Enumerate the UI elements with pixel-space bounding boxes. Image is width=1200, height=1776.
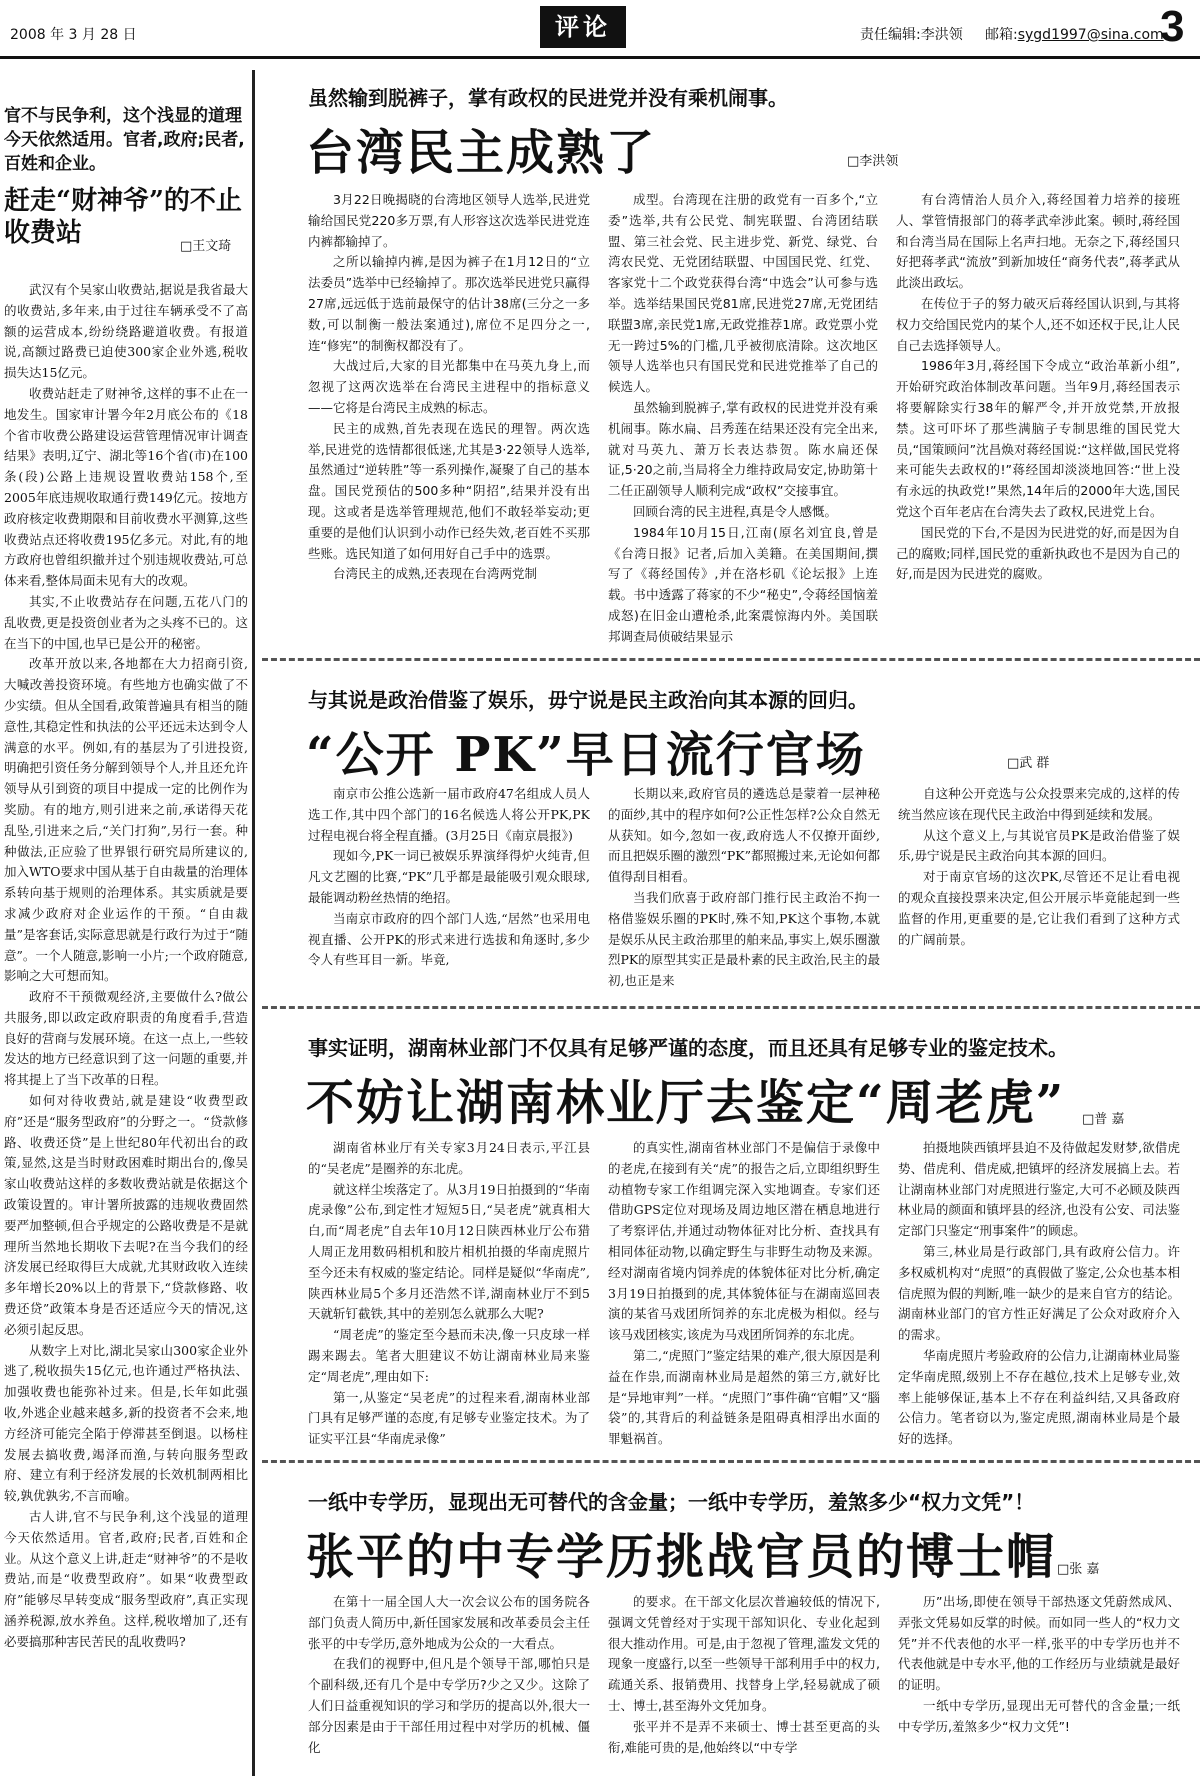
paragraph: 国民党的下台,不是因为民进党的好,而是因为自己的腐败;同样,国民党的重新执政也不是因为自己的好,而是因为民进党的腐败。 xyxy=(896,524,1180,582)
article-author: □王文琦 xyxy=(180,239,232,254)
header-rule xyxy=(0,56,1200,59)
paragraph: 收费站赶走了财神爷,这样的事不止在一地发生。国家审计署今年2月底公布的《18个省市收费公路建设运营管理情况审计调查结果》表明,辽宁、湖北等16个省(市)在100条(段)公路上违规设置收费站158个,至2005年底违规收取通行费149亿元。按地方政府核定收费期限和目前收费水平测算,这些收费站点还将收费195亿多元。对此,有的地方政府也曾组织撤并过个别违规收费站,可总体来看,整体局面未见有大的改观。 xyxy=(4,385,248,589)
article-column-2 xyxy=(608,1592,880,1768)
paragraph: 政府不干预微观经济,主要做什么?做公共服务,即以政定政府职责的角度看手,营造良好的营商与发展环境。在这一点上,一些较发达的地方已经意识到了这一问题的重要,并将其提上了当下改革的日程。 xyxy=(4,989,248,1088)
paragraph: 回顾台湾的民主进程,真是令人感慨。 xyxy=(633,503,837,519)
issue-date: 2008 年 3 月 28 日 xyxy=(10,27,137,43)
article-lead: 事实证明，湖南林业部门不仅具有足够严谨的态度，而且还具有足够专业的鉴定技术。 xyxy=(308,1036,1068,1060)
paragraph: 之所以输掉内裤,是因为裤子在1月12日的“立法委员”选举中已经输掉了。那次选举民进党只赢得27席,远远低于选前最保守的估计38席(三分之一多数,可以制衡一般法案通过),席位不足四分之一,连“修宪”的制衡权都没有了。 xyxy=(308,254,590,353)
article-column-2 xyxy=(608,190,878,648)
article-title: 台湾民主成熟了 xyxy=(306,125,657,181)
section-divider xyxy=(262,658,1200,661)
article-author: □武 群 xyxy=(1007,756,1050,771)
article-author: □普 嘉 xyxy=(1082,1112,1125,1127)
article-taiwan xyxy=(262,62,1200,658)
article-column-1 xyxy=(308,1592,590,1768)
article-column-2 xyxy=(608,784,880,996)
paragraph: 第一,从鉴定“吴老虎”的过程来看,湖南林业部门具有足够严谨的态度,有足够专业鉴定技术。为了证实平江县“华南虎录像” xyxy=(308,1389,590,1447)
paragraph: 在第十一届全国人大一次会议公布的国务院各部门负责人简历中,新任国家发展和改革委员会主任张平的中专学历,意外地成为公众的一大看点。 xyxy=(308,1594,590,1651)
article-tiger xyxy=(262,1012,1200,1458)
page-number: 3 xyxy=(1160,2,1185,51)
article-body xyxy=(4,280,248,1653)
paragraph: 当南京市政府的四个部门人选,“居然”也采用电视直播、公开PK的形式来进行选拔和角逐时,多少令人有些耳目一新。毕竟, xyxy=(308,910,590,968)
paragraph: 在传位于子的努力破灭后蒋经国认识到,与其将权力交给国民党内的某个人,还不如还权于民,让人民自己去选择领导人。 xyxy=(896,295,1180,353)
article-lead: 一纸中专学历，显现出无可替代的含金量；一纸中专学历，羞煞多少“权力文凭”！ xyxy=(308,1490,1035,1514)
article-column-1 xyxy=(308,1138,590,1450)
article-column-3 xyxy=(896,190,1180,648)
paragraph: 就这样尘埃落定了。从3月19日拍摄到的“华南虎录像”公布,到定性才短短5日,“吴老虎”就真相大白,而“周老虎”自去年10月12日陕西林业厅公布猎人周正龙用数码相机和胶片相机拍摄的华南虎照片至今还未有权威的鉴定结论。同样是疑似“华南虎”,陕西林业局5个多月还浩然不详,湖南林业厅不到5天就斩钉截铁,其中的差别怎么就那么大呢? xyxy=(308,1181,590,1322)
paragraph: 其实,不止收费站存在问题,五花八门的乱收费,更是投资创业者为之头疼不已的。这在当下的中国,也早已是公开的秘密。 xyxy=(4,593,248,651)
article-title: 赶走“财神爷”的不止收费站 xyxy=(4,186,242,248)
paragraph: 华南虎照片考验政府的公信力,让湖南林业局鉴定华南虎照,级别上不存在越位,技术上足够专业,效率上能够保证,基本上不存在利益纠结,又具备政府公信力。笔者窃以为,鉴定虎照,湖南林业局是个最好的选择。 xyxy=(898,1347,1180,1447)
editor-credit: 责任编辑:李洪领 xyxy=(860,27,963,43)
section-divider xyxy=(262,1006,1200,1009)
article-column-2 xyxy=(608,1138,880,1450)
paragraph: 虽然输到脱裤子,掌有政权的民进党并没有乘机闹事。陈水扁、吕秀莲在结果还没有完全出来,就对马英九、萧万长表达恭贺。陈水扁还保证,5·20之前,当局将全力维持政局安定,协助第十二任正副领导人顺利完成“政权”交接事宜。 xyxy=(608,399,878,499)
page-header xyxy=(0,0,1200,64)
paragraph: “周老虎”的鉴定至今悬而未决,像一只皮球一样踢来踢去。笔者大胆建议不妨让湖南林业局来鉴定“周老虎”,理由如下: xyxy=(308,1327,590,1384)
paragraph: 在我们的视野中,但凡是个领导干部,哪怕只是个副科级,还有几个是中专学历?少之又少。这除了人们日益重视知识的学习和学历的提高以外,很大一部分因素是由于干部任用过程中对学历的机械、僵化 xyxy=(308,1656,590,1755)
paragraph: 台湾民主的成熟,还表现在台湾两党制 xyxy=(333,566,537,582)
paragraph: 当我们欣喜于政府部门推行民主政治不拘一格借鉴娱乐圈的PK时,殊不知,PK这个事物,本就是娱乐从民主政治那里的舶来品,事实上,娱乐圈激烈PK的原型其实正是最朴素的民主政治,民主的最初,也正是来 xyxy=(608,889,880,989)
paragraph: 拍摄地陕西镇坪县迫不及待做起发财梦,欲借虎势、借虎利、借虎威,把镇坪的经济发展搞上去。若让湖南林业部门对虎照进行鉴定,大可不必顾及陕西林业局的颜面和镇坪县的经济,也没有公安、司法鉴定部门只鉴定“刑事案件”的顾虑。 xyxy=(898,1140,1180,1239)
paragraph: 民主的成熟,首先表现在选民的理智。两次选举,民进党的选情都很低迷,尤其是3·22领导人选举,虽然通过“逆转胜”等一系列操作,凝聚了自己的基本盘。国民党预估的500多种“阴招”,结果并没有出现。这或者是选举管理规范,他们不敢轻举妄动;更重要的是他们认识到小动作已经失效,老百姓不买那些账。选民知道了如何用好自己手中的选票。 xyxy=(308,420,590,561)
paragraph: 一纸中专学历,显现出无可替代的含金量;一纸中专学历,羞煞多少“权力文凭”! xyxy=(898,1697,1180,1734)
paragraph: 1986年3月,蒋经国下令成立“政治革新小组”,开始研究政治体制改革问题。当年9月,蒋经国表示将要解除实行38年的解严令,并开放党禁,开放报禁。这可吓坏了那些满脑子专制思维的国民党大员,“国策顾问”沈昌焕对蒋经国说:“这样做,国民党将来可能失去政权的!”蒋经国却淡淡地回答:“世上没有永远的执政党!”果然,14年后的2000年大选,国民党这个百年老店在台湾失去了政权,民进党上台。 xyxy=(896,358,1180,519)
article-column-3 xyxy=(898,1138,1180,1450)
left-column-article xyxy=(0,70,255,1776)
editor-email: 邮箱:sygd1997@sina.com xyxy=(985,27,1164,43)
paragraph: 对于南京官场的这次PK,尽管还不足让看电视的观众直接投票来决定,但公开展示毕竟能起到一些监督的作用,更重要的是,它让我们看到了这种方式的广阔前景。 xyxy=(898,869,1180,947)
section-label: 评论 xyxy=(540,6,626,48)
paragraph: 历”出场,即使在领导干部热逐文凭蔚然成风、弄张文凭易如反掌的时候。而如同一些人的“权力文凭”并不代表他的水平一样,张平的中专学历也并不代表他就是中专水平,他的工作经历与业绩就是最好的证明。 xyxy=(898,1594,1180,1693)
article-lead: 与其说是政治借鉴了娱乐，毋宁说是民主政治向其本源的回归。 xyxy=(308,688,868,712)
article-title: “公开 PK”早日流行官场 xyxy=(306,727,866,783)
article-author: □李洪领 xyxy=(847,154,899,169)
article-column-1 xyxy=(308,190,590,648)
paragraph: 第二,“虎照门”鉴定结果的难产,很大原因是利益在作祟,而湖南林业局是超然的第三方,就好比是“异地审判”一样。“虎照门”事件确“官帽”又“腦袋”的,其背后的利益链条是阻碍真相浮出水面的罪魁祸首。 xyxy=(608,1347,880,1447)
paragraph: 的真实性,湖南省林业部门不是偏信于录像中的老虎,在接到有关“虎”的报告之后,立即组织野生动植物专家工作组调完深入实地调查。专家们还借助GPS定位对现场及周边地区潜在栖息地进行了考察评估,并通过动物体征对比分析、查找具有相同体征动物,以确定野生与非野生动物及来源。经对湖南省境内饲养虎的体貌体征对比分析,确定3月19日拍摄到的虎,其体貌体征与在湖南巡回表演的某省马戏团所饲养的东北虎极为相似。经与该马戏团核实,该虎为马戏团所饲养的东北虎。 xyxy=(608,1140,880,1343)
article-column-3 xyxy=(898,1592,1180,1768)
paragraph: 大战过后,大家的目光都集中在马英九身上,而忽视了这两次选举在台湾民主进程中的指标意义——它将是台湾民主成熟的标志。 xyxy=(308,358,590,415)
paragraph: 古人讲,官不与民争利,这个浅显的道理今天依然适用。官者,政府;民者,百姓和企业。从这个意义上讲,赶走“财神爷”的不是收费站,而是“收费型政府”。如果“收费型政府”能够尽早转变成“服务型政府”,真正实现涵养税源,放水养鱼。这样,税收增加了,还有必要搞那种害民苦民的乱收费吗? xyxy=(4,1509,248,1649)
paragraph: 现如今,PK一词已被娱乐界演绎得炉火纯青,但凡文艺圈的比赛,“PK”几乎都是最能吸引观众眼球,最能调动粉丝热情的绝招。 xyxy=(308,848,590,905)
paragraph: 长期以来,政府官员的遴选总是蒙着一层神秘的面纱,其中的程序如何?公正性怎样?公众自然无从获知。如今,忽如一夜,政府选人不仅撩开面纱,而且把娱乐圈的激烈“PK”都照搬过来,无论如何都值得刮目相看。 xyxy=(608,786,880,885)
paragraph: 自这种公开竞选与公众投票来完成的,这样的传统当然应该在现代民主政治中得到延续和发展。 xyxy=(898,786,1180,822)
paragraph: 1984年10月15日,江南(原名刘宜良,曾是《台湾日报》记者,后加入美籍。在美国期间,撰写了《蒋经国传》,并在洛杉矶《论坛报》上连载。书中透露了蒋家的不少“秘史”,令蒋经国恼羞成怒)在旧金山遭枪杀,此案震惊海内外。美国联邦调查局侦破结果显示 xyxy=(608,524,878,644)
paragraph: 的要求。在干部文化层次普遍较低的情况下,强调文凭曾经对于实现干部知识化、专业化起到很大推动作用。可是,由于忽视了管理,滥发文凭的现象一度盛行,以至一些领导干部利用手中的权力,疏通关系、报销费用、找替身上学,轻易就成了硕士、博士,甚至海外文凭加身。 xyxy=(608,1594,880,1713)
section-divider xyxy=(262,1460,1200,1463)
paragraph: 南京市公推公选新一届市政府47名组成人员人选工作,其中四个部门的16名候选人将公开PK,PK过程电视台将全程直播。(3月25日《南京晨报》) xyxy=(308,786,590,843)
article-title: 不妨让湖南林业厅去鉴定“周老虎” xyxy=(306,1075,1066,1131)
paragraph: 如何对待收费站,就是建设“收费型政府”还是“服务型政府”的分野之一。“贷款修路、收费还贷”是上世纪80年代初出台的政策,显然,这是当时财政困难时期出台的,像吴家山收费站这样的多数收费站就是依据这个政策设置的。审计署所披露的违规收费固然要严加整顿,但合乎规定的公路收费是不是就理所当然地长期收下去呢?在当今我们的经济发展已经取得巨大成就,尤其财政收入连续多年增长20%以上的背景下,“贷款修路、收费还贷”政策本身是否还适应今天的情况,这必须引起反思。 xyxy=(4,1093,248,1337)
email-address[interactable]: sygd1997@sina.com xyxy=(1017,27,1164,43)
article-lead: 虽然输到脱裤子，掌有政权的民进党并没有乘机闹事。 xyxy=(308,86,788,110)
article-column-3 xyxy=(898,784,1180,996)
article-title: 张平的中专学历挑战官员的博士帽 xyxy=(306,1529,1057,1585)
paragraph: 武汉有个吴家山收费站,据说是我省最大的收费站,多年来,由于过往车辆承受不了高额的运营成本,纷纷绕路避道收费。有报道说,高额过路费已迫使300家企业外逃,税收损失达15亿元。 xyxy=(4,282,248,381)
article-lead: 官不与民争利，这个浅显的道理今天依然适用。官者,政府;民者,百姓和企业。 xyxy=(4,106,245,174)
paragraph: 湖南省林业厅有关专家3月24日表示,平江县的“吴老虎”是圈养的东北虎。 xyxy=(308,1140,590,1176)
article-pk xyxy=(262,664,1200,1004)
paragraph: 成型。台湾现在注册的政党有一百多个,“立委”选举,共有公民党、制宪联盟、台湾团结联盟、第三社会党、民主进步党、新党、绿党、台湾农民党、无党团结联盟、中国国民党、红党、客家党十二个政党获得台湾“中选会”认可参与选举。选举结果国民党81席,民进党27席,无党团结联盟3席,亲民党1席,无政党推荐1席。政党票小党无一跨过5%的门槛,几乎被彻底清除。这次地区领导人选举也只有国民党和民进党推举了自己的候选人。 xyxy=(608,192,878,395)
article-diploma xyxy=(262,1466,1200,1772)
article-column-1 xyxy=(308,784,590,996)
paragraph: 有台湾情治人员介入,蒋经国着力培养的接班人、掌管情报部门的蒋孝武牵涉此案。顿时,蒋经国和台湾当局在国际上名声扫地。无奈之下,蒋经国只好把蒋孝武“流放”到新加坡任“商务代表”,蒋孝武从此淡出政坛。 xyxy=(896,192,1180,291)
paragraph: 从数字上对比,湖北吴家山300家企业外逃了,税收损失15亿元,也许通过严格执法、加强收费也能弥补过来。但是,长年如此强收,外逃企业越来越多,新的投资者不会来,地方经济可能完全陷于停滞甚至倒退。以杨柱发展去搞收费,竭泽而渔,与转向服务型政府、建立有利于经济发展的长效机制两相比较,孰优孰劣,不言而喻。 xyxy=(4,1342,248,1504)
paragraph: 改革开放以来,各地都在大力招商引资,大喊改善投资环境。有些地方也确实做了不少实绩。但从全国看,政策普遍具有相当的随意性,其稳定性和执法的公平还远未达到令人满意的水平。例如,有的基层为了引进投资,明确把引资任务分解到领导个人,并且还允许领导从引到资的项目中提成一定的比例作为奖励。有的地方,则引进来之前,承诺得天花乱坠,引进来之后,“关门打狗”,另行一套。种种做法,正应验了世界银行研究局所建议的,加入WTO要求中国从基于自由裁量的治理体系转向基于规则的治理体系。其实质就是要求减少政府对企业运作的干预。“自由裁量”是客套话,实际意思就是行政行为过于“随意”。一个人随意,影响一小片;一个政府随意,影响之大可想而知。 xyxy=(4,656,248,984)
paragraph: 张平并不是弄不来硕士、博士甚至更高的头衔,难能可贵的是,他始终以“中专学 xyxy=(608,1718,880,1755)
paragraph: 3月22日晚揭晓的台湾地区领导人选举,民进党输给国民党220多万票,有人形容这次选举民进党连内裤都输掉了。 xyxy=(308,192,590,249)
article-author: □张 嘉 xyxy=(1057,1562,1100,1577)
paragraph: 从这个意义上,与其说官员PK是政治借鉴了娱乐,毋宁说是民主政治向其本源的回归。 xyxy=(898,827,1180,864)
paragraph: 第三,林业局是行政部门,具有政府公信力。许多权威机构对“虎照”的真假做了鉴定,公众也基本相信虎照为假的判断,唯一缺少的是来自官方的结论。湖南林业部门的官方性正好满足了公众对政府介入的需求。 xyxy=(898,1243,1180,1343)
